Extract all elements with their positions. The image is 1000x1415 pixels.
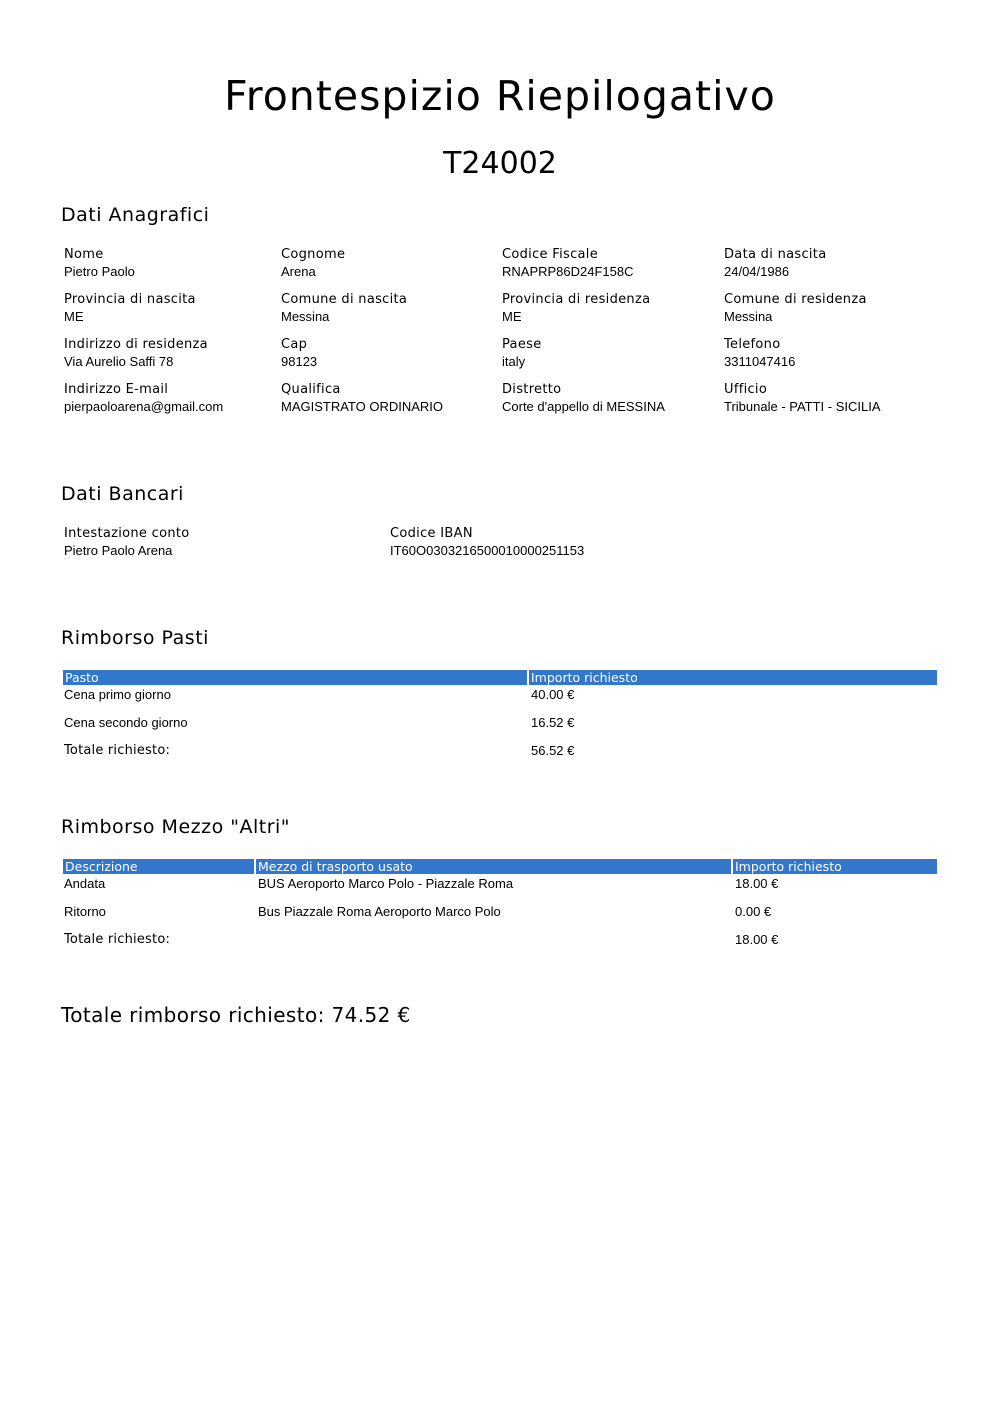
table-cell: 16.52 € [531,715,575,730]
field-label: Codice Fiscale [502,247,599,262]
grand-total: Totale rimborso richiesto: 74.52 € [61,1003,411,1027]
field-value: Via Aurelio Saffi 78 [64,354,174,369]
table-cell: Bus Piazzale Roma Aeroporto Marco Polo [258,904,501,919]
field-value: Arena [281,264,316,279]
total-label: Totale richiesto: [64,743,171,758]
table-cell: Cena secondo giorno [64,715,188,730]
field-value: Messina [724,309,773,324]
column-header-pasto: Pasto [63,670,529,685]
section-heading-pasti: Rimborso Pasti [61,627,209,649]
total-value: 18.00 € [735,932,779,947]
field-label: Indirizzo di residenza [64,337,208,352]
field-label: Provincia di residenza [502,292,651,307]
table-cell: 0.00 € [735,904,772,919]
field-label: Comune di residenza [724,292,867,307]
section-heading-mezzo: Rimborso Mezzo "Altri" [61,816,291,838]
field-value: Messina [281,309,330,324]
table-cell: Cena primo giorno [64,687,171,702]
field-label: Cognome [281,247,346,262]
field-label: Cap [281,337,308,352]
field-label: Codice IBAN [390,526,473,541]
field-label: Nome [64,247,104,262]
table-cell: 18.00 € [735,876,779,891]
field-label: Intestazione conto [64,526,190,541]
field-label: Telefono [724,337,781,352]
total-label: Totale richiesto: [64,932,171,947]
field-value: 24/04/1986 [724,264,790,279]
table-cell: Andata [64,876,106,891]
field-value: Corte d'appello di MESSINA [502,399,665,414]
field-value: pierpaoloarena@gmail.com [64,399,224,414]
field-value: Tribunale - PATTI - SICILIA [724,399,881,414]
table-cell: 40.00 € [531,687,575,702]
column-header-importo: Importo richiesto [735,859,842,874]
table-cell: Ritorno [64,904,106,919]
column-header-descrizione: Descrizione [63,859,256,874]
page-title: Frontespizio Riepilogativo [224,72,776,120]
pasti-table-header [63,670,937,685]
field-label: Comune di nascita [281,292,408,307]
field-value: 98123 [281,354,318,369]
section-heading-bancari: Dati Bancari [61,483,184,505]
field-label: Indirizzo E-mail [64,382,169,397]
field-label: Distretto [502,382,562,397]
field-label: Ufficio [724,382,768,397]
field-value: Pietro Paolo Arena [64,543,173,558]
section-heading-anagrafici: Dati Anagrafici [61,204,210,226]
field-label: Qualifica [281,382,341,397]
table-cell: BUS Aeroporto Marco Polo - Piazzale Roma [258,876,514,891]
column-header-importo: Importo richiesto [531,670,638,685]
field-label: Provincia di nascita [64,292,196,307]
total-value: 56.52 € [531,743,575,758]
field-label: Data di nascita [724,247,827,262]
mezzo-table-header [63,859,937,874]
field-value: italy [502,354,526,369]
field-value: IT60O0303216500010000251153 [390,543,585,558]
column-header-mezzo: Mezzo di trasporto usato [256,859,733,874]
field-value: 3311047416 [724,354,796,369]
field-value: MAGISTRATO ORDINARIO [281,399,444,414]
field-label: Paese [502,337,542,352]
document-code: T24002 [443,146,557,181]
field-value: Pietro Paolo [64,264,135,279]
field-value: ME [64,309,84,324]
field-value: ME [502,309,522,324]
field-value: RNAPRP86D24F158C [502,264,634,279]
